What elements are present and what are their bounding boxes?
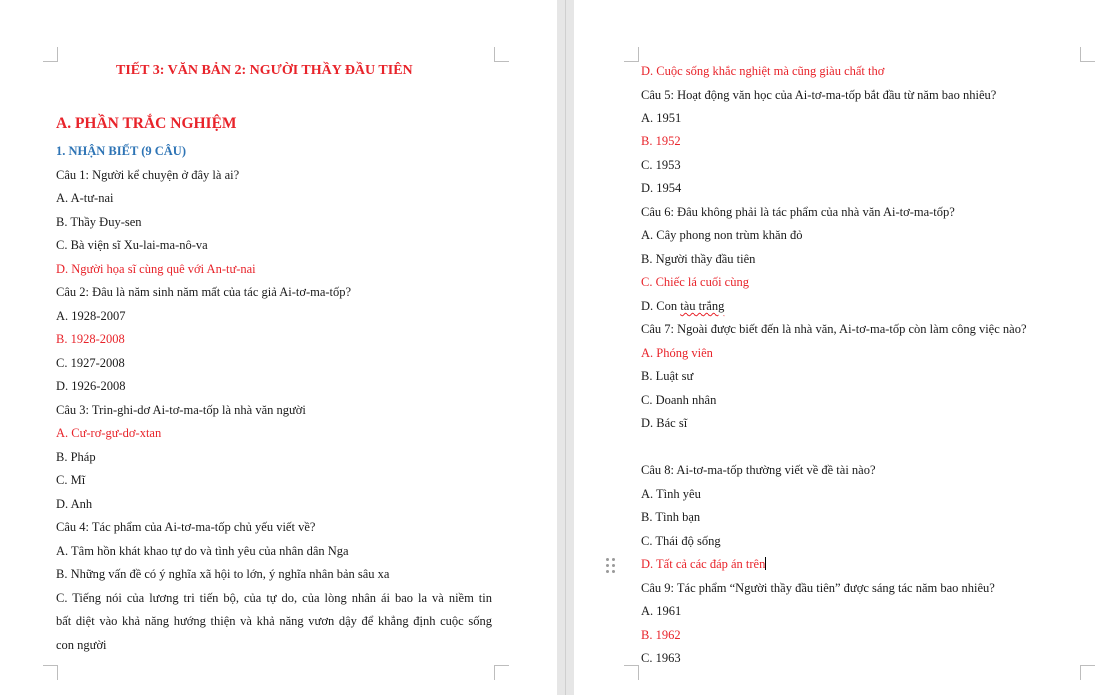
q1-option-a: A. A-tư-nai <box>56 191 114 205</box>
q5-option-c: C. 1953 <box>641 158 681 172</box>
spellcheck-flagged-word[interactable]: tàu trắng <box>680 299 725 313</box>
q3-option-c: C. Mĩ <box>56 473 86 487</box>
q4-option-a: A. Tâm hồn khát khao tự do và tình yêu của nhân dân Nga <box>56 544 349 558</box>
crop-mark-top-right <box>1080 47 1095 62</box>
q6-option-b: B. Người thầy đầu tiên <box>641 252 756 266</box>
q1-option-b: B. Thầy Đuy-sen <box>56 215 142 229</box>
question-3: Câu 3: Trin-ghi-dơ Ai-tơ-ma-tốp là nhà văn người <box>56 403 306 417</box>
drag-dot <box>612 558 615 561</box>
q4-option-d-answer: D. Cuộc sống khắc nghiệt mà cũng giàu chất thơ <box>641 64 885 78</box>
q4-option-c-line-3: con người <box>56 638 107 652</box>
q2-option-d: D. 1926-2008 <box>56 379 126 393</box>
question-7: Câu 7: Ngoài được biết đến là nhà văn, Ai-tơ-ma-tốp còn làm công việc nào? <box>641 322 1027 336</box>
q2-option-a: A. 1928-2007 <box>56 309 126 323</box>
q6-option-a: A. Cây phong non trùm khăn đỏ <box>641 228 803 242</box>
q8-option-c: C. Thái độ sống <box>641 534 721 548</box>
q1-option-c: C. Bà viện sĩ Xu-lai-ma-nô-va <box>56 238 208 252</box>
q5-option-b-answer: B. 1952 <box>641 134 681 148</box>
question-6: Câu 6: Đâu không phải là tác phẩm của nhà văn Ai-tơ-ma-tốp? <box>641 205 955 219</box>
q9-option-a: A. 1961 <box>641 604 682 618</box>
q5-option-a: A. 1951 <box>641 111 682 125</box>
q4-option-b: B. Những vấn đề có ý nghĩa xã hội to lớn, ý nghĩa nhân bản sâu xa <box>56 567 390 581</box>
q3-option-a-answer: A. Cư-rơ-gư-dơ-xtan <box>56 426 162 440</box>
paragraph-drag-handle-icon[interactable] <box>606 558 616 574</box>
crop-mark-bottom-right <box>494 665 509 680</box>
q4-option-c-line-1: C. Tiếng nói của lương tri tiến bộ, của tự do, của lòng nhân ái bao la và niềm tin <box>56 591 492 605</box>
crop-mark-bottom-left <box>43 665 58 680</box>
drag-dot <box>612 564 615 567</box>
q5-option-d: D. 1954 <box>641 181 682 195</box>
q7-option-a-answer: A. Phóng viên <box>641 346 713 360</box>
crop-mark-top-left <box>624 47 639 62</box>
document-title: TIẾT 3: VĂN BẢN 2: NGƯỜI THẦY ĐẦU TIÊN <box>116 63 413 78</box>
text-cursor <box>765 557 766 570</box>
q2-option-b-answer: B. 1928-2008 <box>56 332 125 346</box>
drag-dot <box>612 570 615 573</box>
q3-option-d: D. Anh <box>56 497 93 511</box>
q4-option-c-line-2: bất diệt vào khả năng hướng thiện và khả năng vươn dậy để khẳng định cuộc sống <box>56 614 492 628</box>
crop-mark-bottom-right <box>1080 665 1095 680</box>
section-heading-a: A. PHẦN TRẮC NGHIỆM <box>56 115 237 132</box>
drag-dot <box>606 570 609 573</box>
q1-option-d-answer: D. Người họa sĩ cùng quê với An-tư-nai <box>56 262 256 276</box>
crop-mark-bottom-left <box>624 665 639 680</box>
q6-option-d <box>641 298 724 314</box>
question-2: Câu 2: Đâu là năm sinh năm mất của tác giả Ai-tơ-ma-tốp? <box>56 285 352 299</box>
q8-option-d-answer <box>641 556 766 572</box>
drag-dot <box>606 558 609 561</box>
q8-option-a: A. Tình yêu <box>641 487 701 501</box>
question-9: Câu 9: Tác phẩm “Người thầy đầu tiên” được sáng tác năm bao nhiêu? <box>641 581 995 595</box>
crop-mark-top-left <box>43 47 58 62</box>
question-8: Câu 8: Ai-tơ-ma-tốp thường viết về đề tài nào? <box>641 463 876 477</box>
q2-option-c: C. 1927-2008 <box>56 356 125 370</box>
q7-option-c: C. Doanh nhân <box>641 393 717 407</box>
drag-dot <box>606 564 609 567</box>
crop-mark-top-right <box>494 47 509 62</box>
question-1: Câu 1: Người kể chuyện ở đây là ai? <box>56 168 240 182</box>
question-4: Câu 4: Tác phẩm của Ai-tơ-ma-tốp chủ yếu viết về? <box>56 520 316 534</box>
q8-option-b: B. Tình bạn <box>641 510 701 524</box>
q7-option-d: D. Bác sĩ <box>641 416 688 430</box>
q3-option-b: B. Pháp <box>56 450 96 464</box>
document-page-right[interactable] <box>574 0 1101 695</box>
q9-option-b-answer: B. 1962 <box>641 628 681 642</box>
q8-option-d-text: D. Tất cả các đáp án trên <box>641 557 766 571</box>
level-heading-recognition: 1. NHẬN BIẾT (9 CÂU) <box>56 144 186 158</box>
q7-option-b: B. Luật sư <box>641 369 694 383</box>
q6-option-c-answer: C. Chiếc lá cuối cùng <box>641 275 749 289</box>
question-5: Câu 5: Hoạt động văn học của Ai-tơ-ma-tốp bắt đầu từ năm bao nhiêu? <box>641 88 997 102</box>
q6-option-d-prefix: D. Con <box>641 299 681 313</box>
q9-option-c: C. 1963 <box>641 651 681 665</box>
page-gutter-divider <box>565 0 566 695</box>
